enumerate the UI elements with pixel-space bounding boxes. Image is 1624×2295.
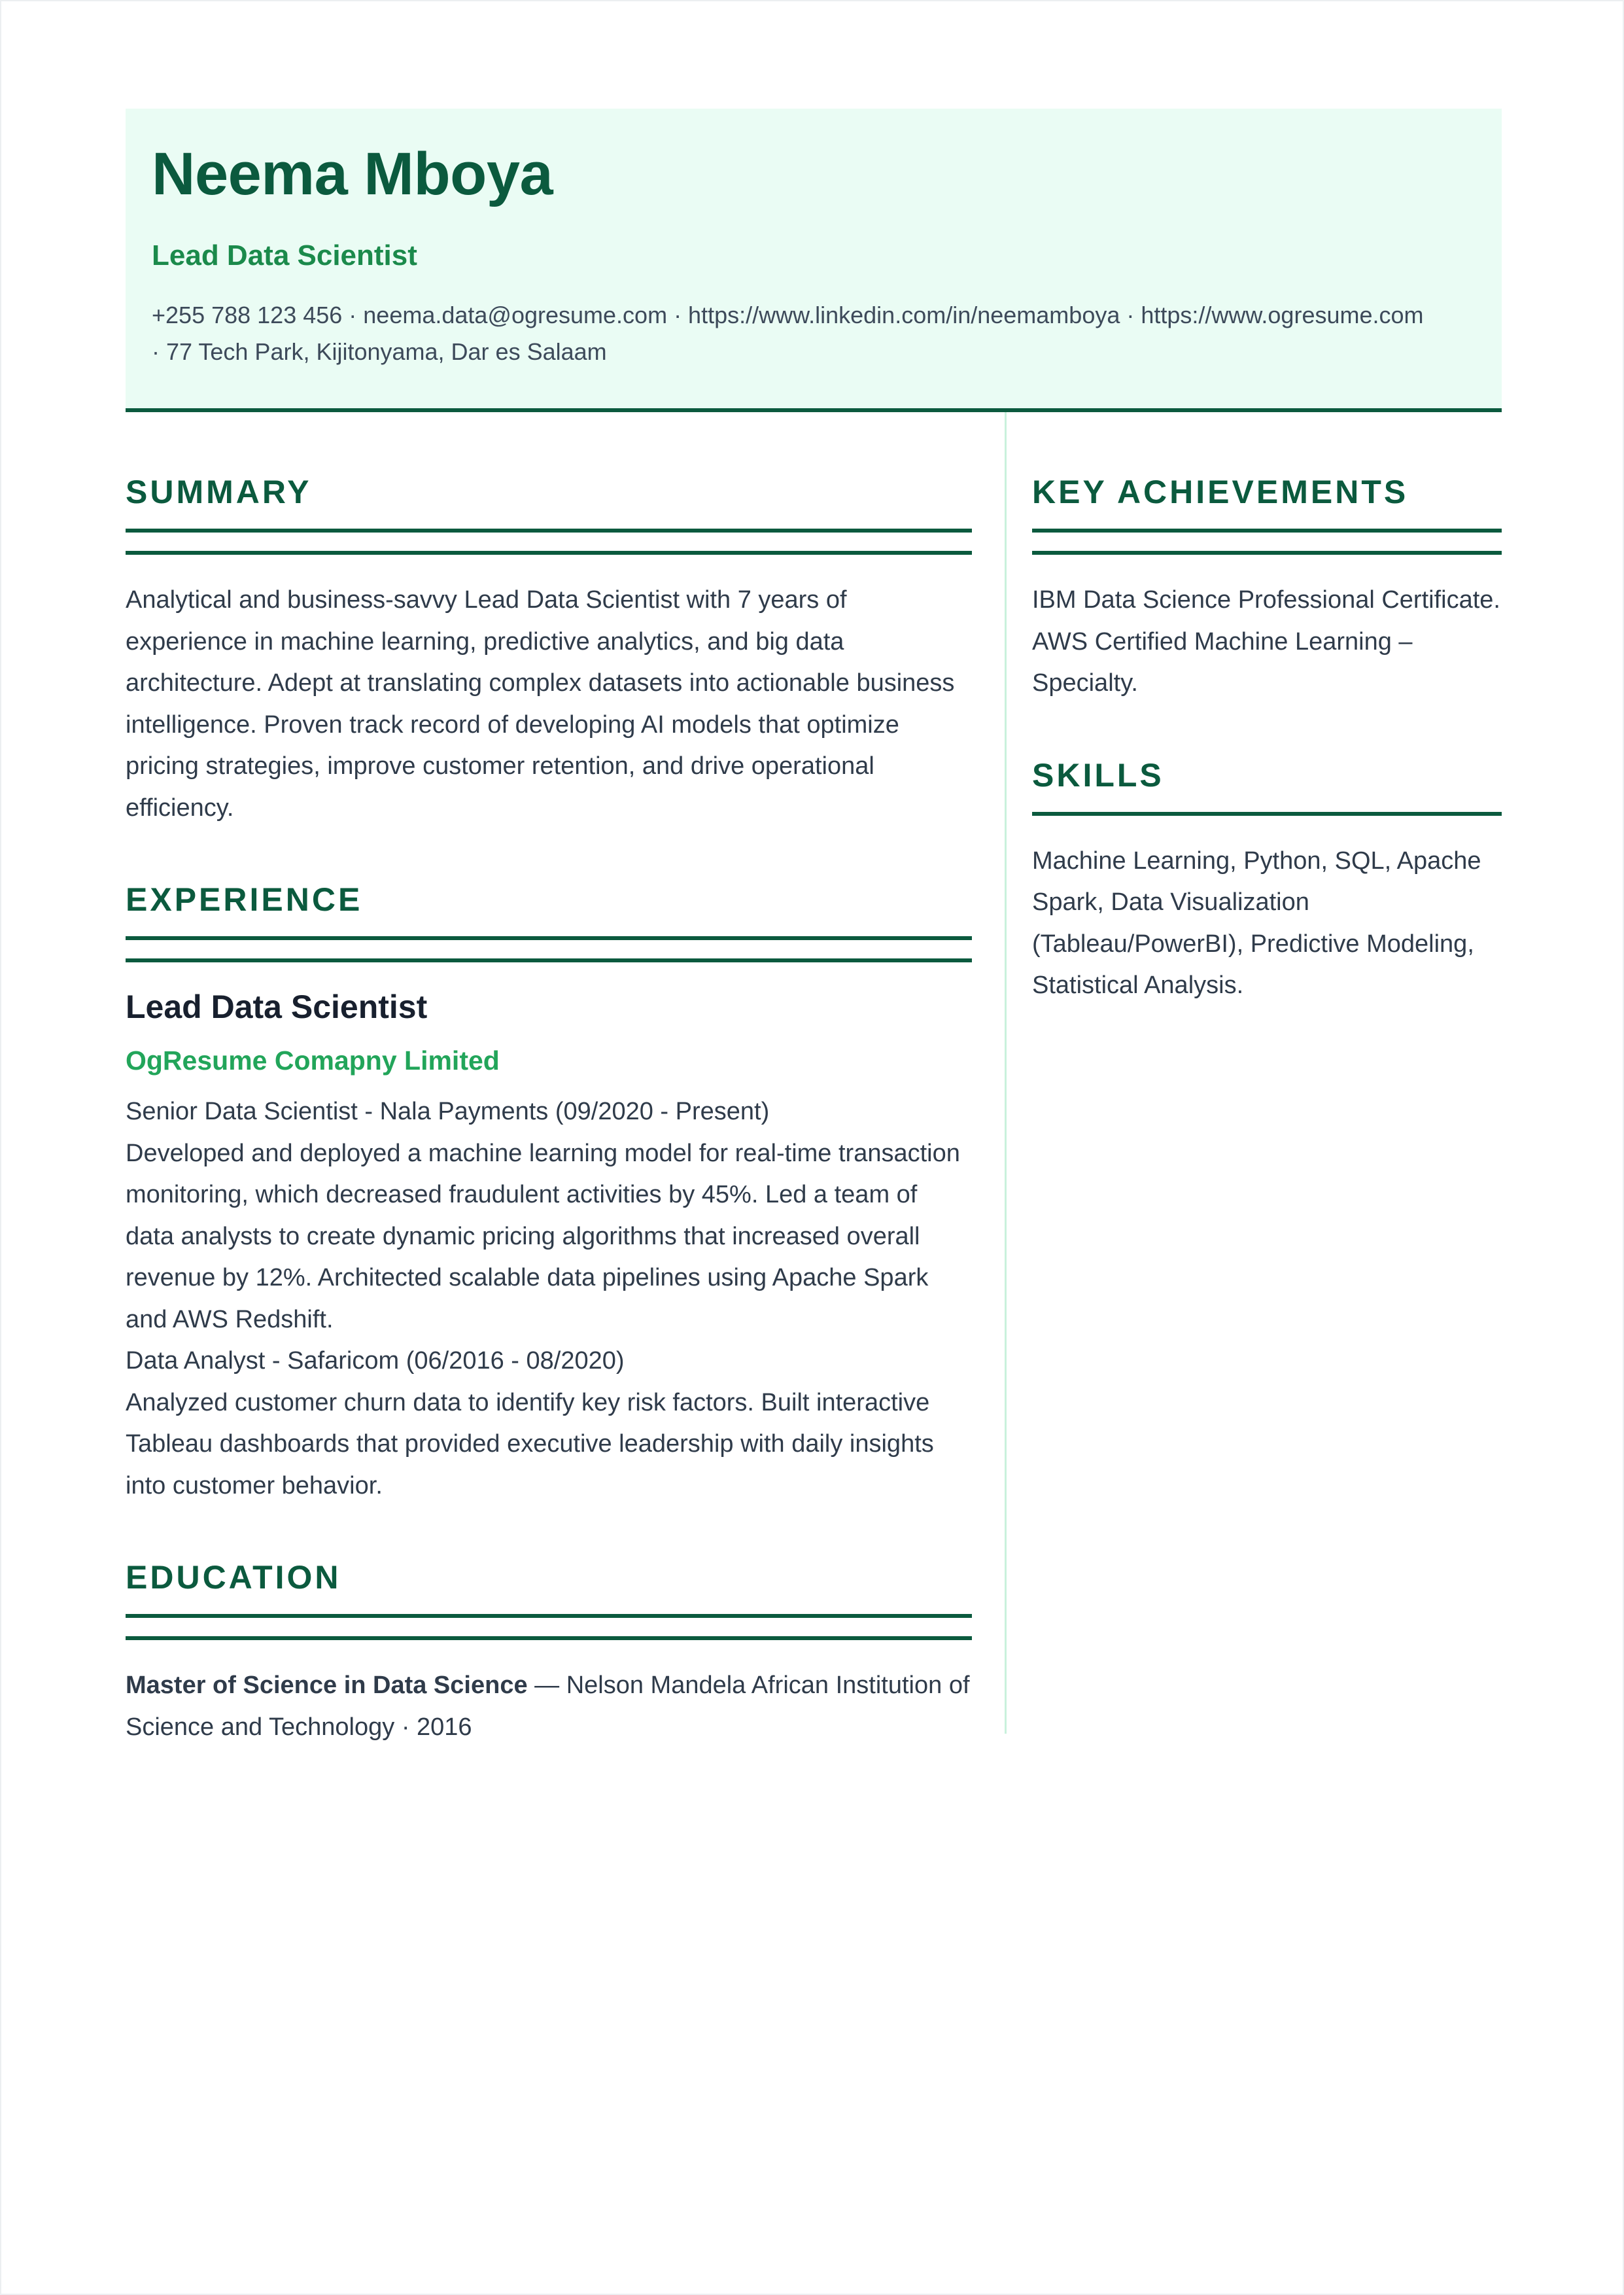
contact-line-1: +255 788 123 456 · neema.data@ogresume.com · https://www.linkedin.com/in/neemamboya · https://www.ogresume.com — [152, 301, 1424, 328]
summary-section — [126, 472, 972, 829]
section-rule — [126, 1636, 972, 1640]
section-rule — [1032, 551, 1502, 555]
experience-heading: EXPERIENCE — [126, 880, 972, 940]
role-line: Data Analyst - Safaricom (06/2016 - 08/2020) — [126, 1347, 625, 1375]
role-line: Senior Data Scientist - Nala Payments (09/2020 - Present) — [126, 1098, 770, 1126]
education-section — [126, 1558, 972, 1748]
achievements-text: IBM Data Science Professional Certificate. AWS Certified Machine Learning – Specialty. — [1032, 586, 1500, 697]
resume-header — [126, 109, 1502, 412]
experience-section — [126, 880, 972, 1507]
role-description: Analyzed customer churn data to identify key risk factors. Built interactive Tableau dashboards that provided executive leadership with daily insights into customer behavior. — [126, 1388, 934, 1499]
section-rule — [126, 551, 972, 555]
experience-details — [126, 1091, 972, 1507]
summary-heading: SUMMARY — [126, 472, 972, 533]
candidate-name: Neema Mboya — [152, 141, 553, 207]
achievements-section — [1032, 472, 1502, 705]
skills-section — [1032, 756, 1502, 1007]
role-description: Developed and deployed a machine learning model for real-time transaction monitoring, which decreased fraudulent activities by 45%. Led a team of data analysts to create dynamic pricing algorithms that increased overall revenue by 12%. Architected scalable data pipelines using Apache Spark and AWS Redshift. — [126, 1139, 960, 1333]
contact-info — [152, 297, 1476, 370]
section-rule — [126, 958, 972, 962]
education-entry — [126, 1665, 972, 1748]
education-degree: Master of Science in Data Science — [126, 1672, 528, 1700]
candidate-title: Lead Data Scientist — [152, 239, 417, 272]
achievements-heading: KEY ACHIEVEMENTS — [1032, 472, 1502, 533]
main-column — [126, 412, 972, 1748]
column-divider — [1005, 412, 1007, 1734]
contact-line-2: · 77 Tech Park, Kijitonyama, Dar es Salaam — [152, 338, 607, 365]
skills-heading: SKILLS — [1032, 756, 1502, 816]
job-title: Lead Data Scientist — [126, 989, 428, 1025]
company-name: OgResume Comapny Limited — [126, 1045, 500, 1076]
resume-columns — [126, 412, 1502, 1741]
summary-text: Analytical and business-savvy Lead Data Scientist with 7 years of experience in machine learning, predictive analytics, and big data architecture. Adept at translating complex datasets into actionable business intelligence. Proven track record of developing AI models that optimize pricing strategies, improve customer retention, and drive operational efficiency. — [126, 586, 955, 822]
side-column — [1032, 412, 1502, 1007]
education-details: — Nelson Mandela African Institution of Science and Technology · 2016 — [126, 1672, 970, 1741]
skills-text: Machine Learning, Python, SQL, Apache Spark, Data Visualization (Tableau/PowerBI), Predictive Modeling, Statistical Analysis. — [1032, 847, 1481, 999]
education-heading: EDUCATION — [126, 1558, 972, 1618]
